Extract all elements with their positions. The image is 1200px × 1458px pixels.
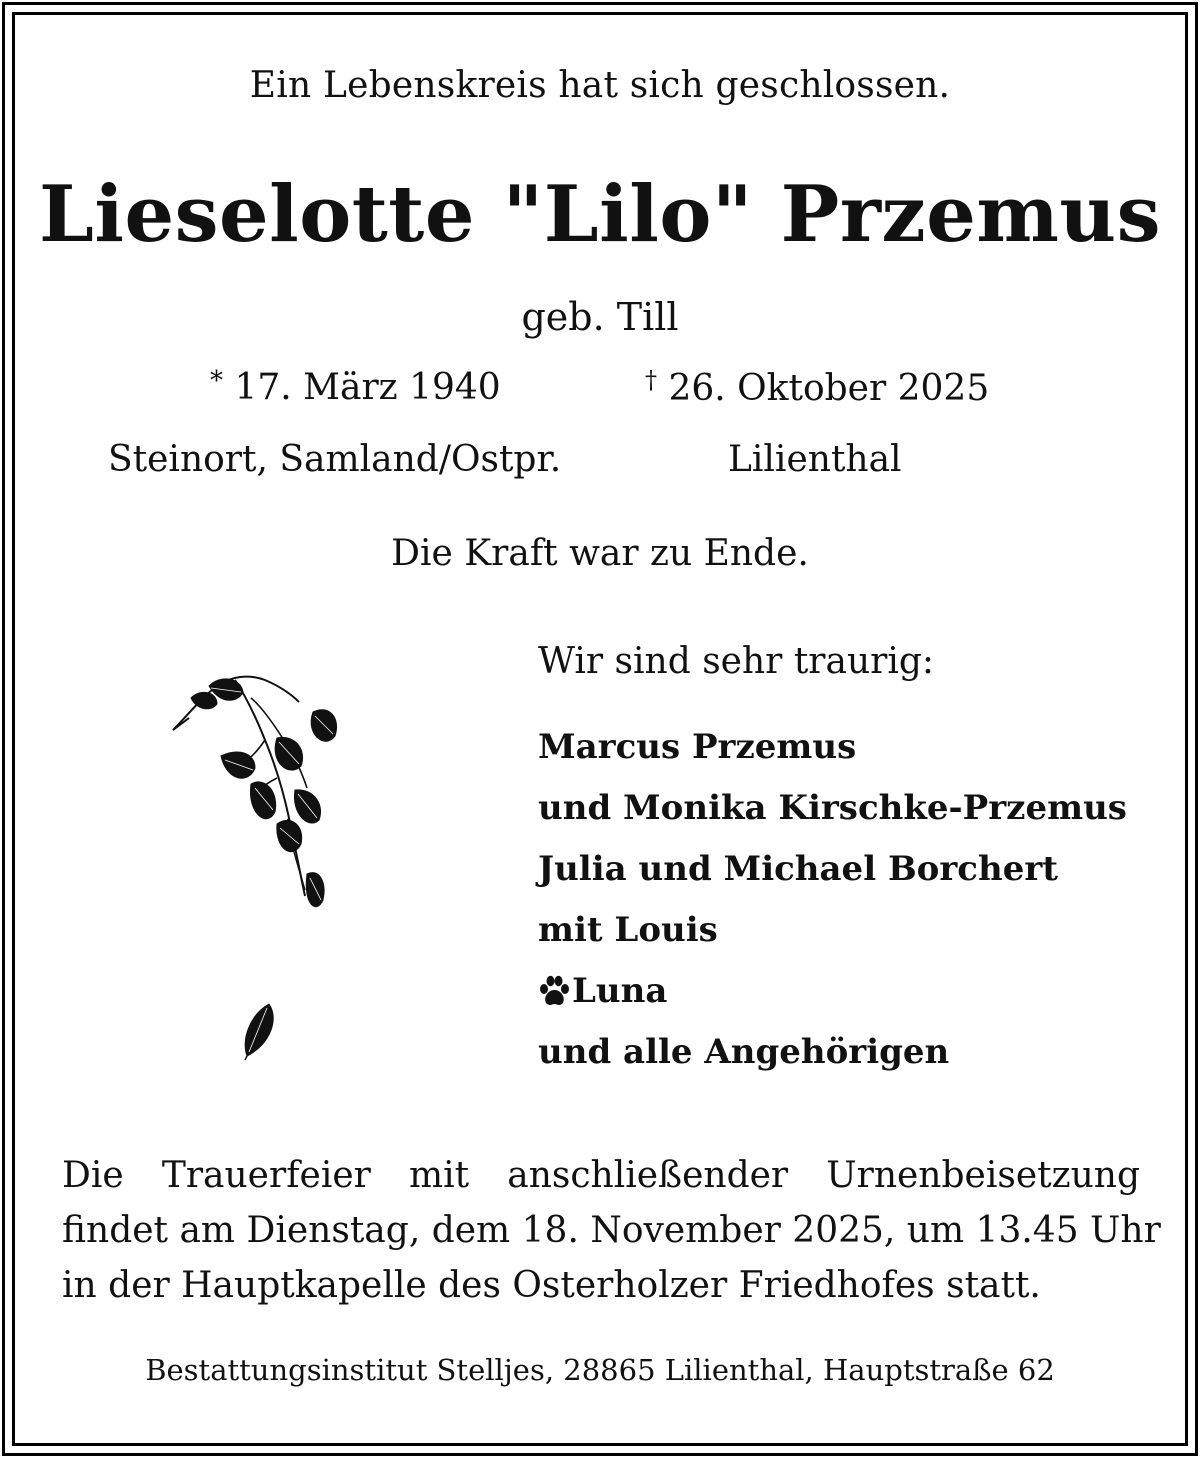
mourner-line: und Monika Kirschke-Przemus [538,787,1127,828]
mourners-intro: Wir sind sehr traurig: [538,641,935,682]
mourner-line: Julia und Michael Borchert [538,848,1058,889]
motto: Die Kraft war zu Ende. [391,533,809,574]
mourner-line: Luna [538,960,1127,1021]
birth-symbol: * [210,366,223,396]
deceased-name: Lieselotte "Lilo" Przemus [38,169,1162,260]
birth-date [210,368,501,406]
mourner-line: Marcus Przemus [538,726,857,767]
ceremony-line-1: Die Trauerfeier mit anschließender Urnenbeisetzung [62,1155,1140,1196]
birth-date-text: 17. März 1940 [234,367,501,408]
birch-branch-icon [165,668,355,1068]
mourner-line: und alle Angehörigen [538,1031,950,1072]
undertaker-line: Bestattungsinstitut Stelljes, 28865 Lilienthal, Hauptstraße 62 [145,1353,1055,1387]
death-symbol: † [645,366,657,394]
birth-name: geb. Till [521,295,679,339]
death-date [645,368,989,407]
mourner-line: mit Louis [538,909,718,950]
ceremony-line-2: findet am Dienstag, dem 18. November 2025, um 13.45 Uhr [62,1210,1161,1251]
ceremony-line-3: in der Hauptkapelle des Osterholzer Friedhofes statt. [62,1265,1041,1306]
death-place: Lilienthal [728,439,902,480]
mourners-list [538,716,1127,1082]
death-date-text: 26. Oktober 2025 [668,368,990,409]
paw-print-icon [538,974,570,1008]
falling-leaf-icon [245,1004,273,1060]
intro-line: Ein Lebenskreis hat sich geschlossen. [249,65,951,106]
ceremony-paragraph [62,1148,1161,1313]
birth-place: Steinort, Samland/Ostpr. [108,439,562,480]
